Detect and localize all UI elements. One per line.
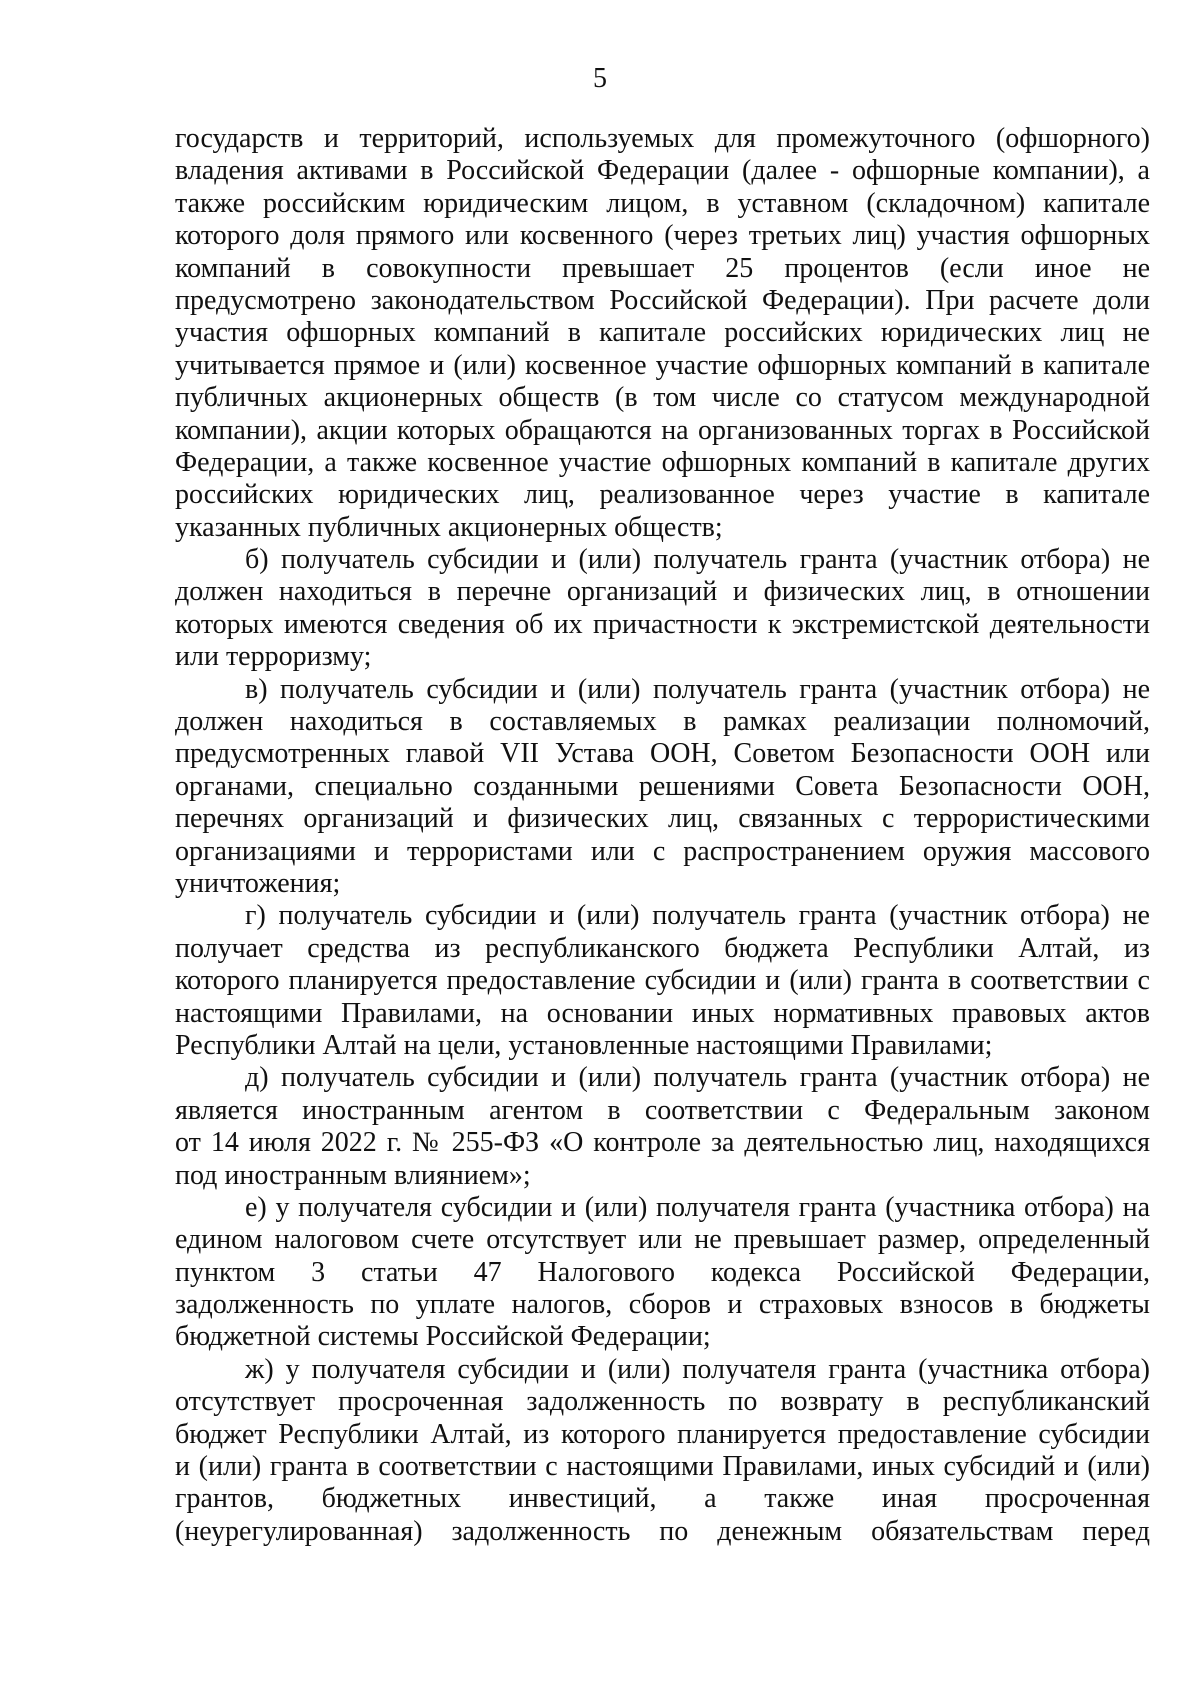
text-line: бюджет Республики Алтай, из которого планируется предоставление субсидии [175,1418,1150,1450]
text-line: получает средства из республиканского бюджета Республики Алтай, из [175,932,1150,964]
text-line: указанных публичных акционерных обществ; [175,511,723,543]
text-line: едином налоговом счете отсутствует или не превышает размер, определенный [175,1224,1150,1256]
text-line: д) получатель субсидии и (или) получатель гранта (участник отбора) не [245,1062,1150,1094]
text-line: задолженность по уплате налогов, сборов и страховых взносов в бюджеты [175,1289,1150,1321]
text-line: компании), акции которых обращаются на организованных торгах в Российской [175,414,1150,446]
text-line: которого доля прямого или косвенного (через третьих лиц) участия офшорных [175,220,1150,252]
text-line: и (или) гранта в соответствии с настоящими Правилами, иных субсидий и (или) [175,1451,1150,1483]
text-line: ж) у получателя субсидии и (или) получателя гранта (участника отбора) [245,1353,1150,1385]
text-line: уничтожения; [175,867,341,899]
text-line: владения активами в Российской Федерации (далее - офшорные компании), а [175,155,1150,187]
text-line: участия офшорных компаний в капитале российских юридических лиц не [175,317,1150,349]
text-line: компаний в совокупности превышает 25 процентов (если иное не [175,252,1150,284]
text-line: в) получатель субсидии и (или) получатель гранта (участник отбора) не [245,673,1150,705]
text-line: которого планируется предоставление субсидии и (или) гранта в соответствии с [175,965,1150,997]
text-line: Республики Алтай на цели, установленные настоящими Правилами; [175,1029,993,1061]
text-line: б) получатель субсидии и (или) получатель гранта (участник отбора) не [245,544,1150,576]
text-line: г) получатель субсидии и (или) получатель гранта (участник отбора) не [245,900,1150,932]
text-line: Федерации, а также косвенное участие офшорных компаний в капитале других [175,446,1150,478]
text-line: (неурегулированная) задолженность по денежным обязательствам перед [175,1515,1150,1547]
text-line: является иностранным агентом в соответствии с Федеральным законом [175,1094,1150,1126]
text-line: настоящими Правилами, на основании иных нормативных правовых актов [175,997,1150,1029]
text-line: перечнях организаций и физических лиц, связанных с террористическими [175,803,1150,835]
text-line: от 14 июля 2022 г. № 255-ФЗ «О контроле за деятельностью лиц, находящихся [175,1127,1150,1159]
text-line: бюджетной системы Российской Федерации; [175,1321,711,1353]
text-line: грантов, бюджетных инвестиций, а также иная просроченная [175,1483,1150,1515]
text-line: государств и территорий, используемых для промежуточного (офшорного) [175,123,1150,154]
text-line: предусмотрено законодательством Российской Федерации). При расчете доли [175,284,1150,316]
text-line: должен находиться в перечне организаций и физических лиц, в отношении [175,576,1150,608]
text-line: российских юридических лиц, реализованное через участие в капитале [175,479,1150,511]
text-line: которых имеются сведения об их причастности к экстремистской деятельности [175,608,1150,640]
text-line: е) у получателя субсидии и (или) получателя гранта (участника отбора) на [245,1191,1150,1223]
text-line: организациями и террористами или с распространением оружия массового [175,835,1150,867]
text-line: учитывается прямое и (или) косвенное участие офшорных компаний в капитале [175,349,1150,381]
text-line: органами, специально созданными решениями Совета Безопасности ООН, [175,770,1150,802]
text-line: под иностранным влиянием»; [175,1159,531,1191]
text-line: также российским юридическим лицом, в уставном (складочном) капитале [175,187,1150,219]
text-line: отсутствует просроченная задолженность по возврату в республиканский [175,1386,1150,1418]
page-number: 5 [593,63,607,94]
text-line: пунктом 3 статьи 47 Налогового кодекса Российской Федерации, [175,1256,1150,1288]
document-body [175,123,1150,1548]
text-line: публичных акционерных обществ (в том числе со статусом международной [175,382,1150,414]
text-line: должен находиться в составляемых в рамках реализации полномочий, [175,706,1150,738]
text-line: предусмотренных главой VII Устава ООН, Советом Безопасности ООН или [175,738,1150,770]
text-line: или терроризму; [175,641,372,673]
